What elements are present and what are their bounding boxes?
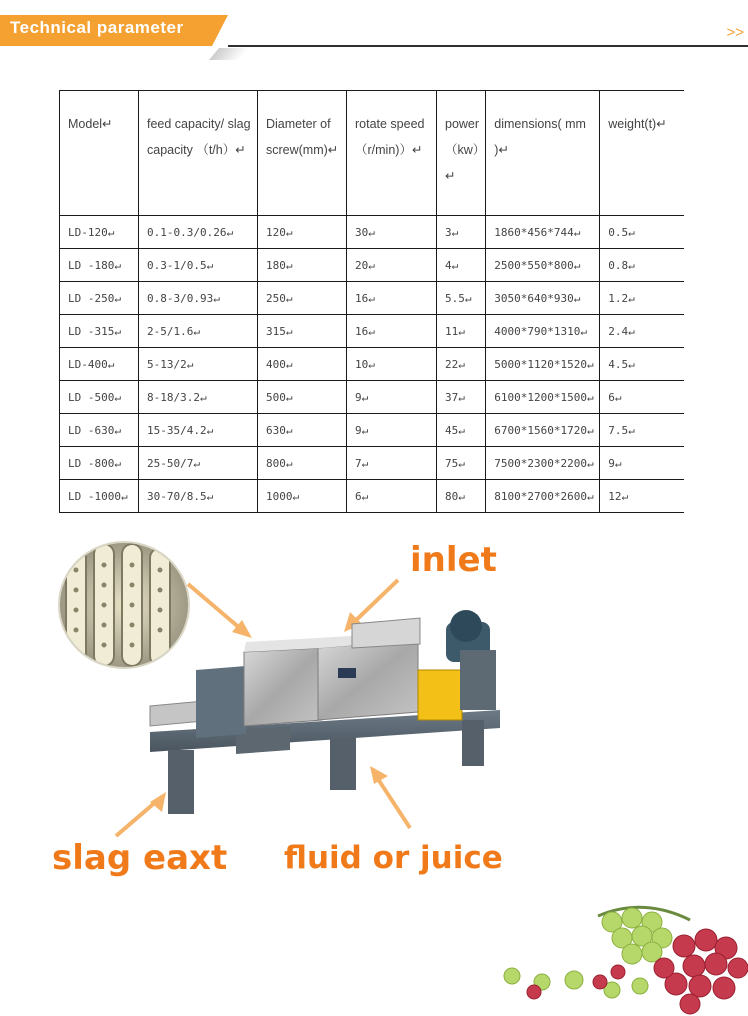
table-cell: LD-120↵: [60, 216, 139, 249]
table-cell: 37↵: [437, 381, 486, 414]
table-row: [60, 249, 685, 282]
table-cell: 5.5↵: [437, 282, 486, 315]
table-cell: 25-50/7↵: [139, 447, 258, 480]
col-rotate-speed: rotate speed （r/min)）↵: [347, 91, 437, 216]
table-row: [60, 381, 685, 414]
table-cell: 3↵: [437, 216, 486, 249]
machine-illustration: [0, 520, 748, 1016]
table-cell: 1000↵: [258, 480, 347, 513]
screw-closeup: [58, 540, 192, 670]
slag-exit-label: slag eaxt: [52, 838, 228, 878]
table-cell: 0.8-3/0.93↵: [139, 282, 258, 315]
table-cell: 315↵: [258, 315, 347, 348]
inlet-label: inlet: [410, 540, 497, 580]
table-cell: 7500*2300*2200↵: [486, 447, 600, 480]
table-cell: 2500*550*800↵: [486, 249, 600, 282]
table-cell: 15-35/4.2↵: [139, 414, 258, 447]
table-row: [60, 414, 685, 447]
table-row: [60, 315, 685, 348]
table-cell: 9↵: [600, 447, 684, 480]
table-row: [60, 480, 685, 513]
col-power: power （kw）↵: [437, 91, 486, 216]
table-cell: LD -315↵: [60, 315, 139, 348]
table-cell: 2.4↵: [600, 315, 684, 348]
table-cell: 16↵: [347, 315, 437, 348]
more-link[interactable]: >>: [726, 24, 744, 41]
table-cell: 2-5/1.6↵: [139, 315, 258, 348]
table-row: [60, 216, 685, 249]
table-cell: 9↵: [347, 381, 437, 414]
table-cell: 9↵: [347, 414, 437, 447]
table-cell: 6100*1200*1500↵: [486, 381, 600, 414]
table-cell: 4000*790*1310↵: [486, 315, 600, 348]
technical-parameter-table: [59, 90, 684, 513]
table-cell: 30↵: [347, 216, 437, 249]
col-weight: weight(t)↵: [600, 91, 684, 216]
table-cell: 7↵: [347, 447, 437, 480]
table-cell: LD-400↵: [60, 348, 139, 381]
table-cell: 6↵: [347, 480, 437, 513]
table-cell: 5000*1120*1520↵: [486, 348, 600, 381]
table-cell: 120↵: [258, 216, 347, 249]
table-cell: 7.5↵: [600, 414, 684, 447]
table-cell: 250↵: [258, 282, 347, 315]
machine-diagram: [0, 520, 748, 1016]
col-model: Model↵: [60, 91, 139, 216]
table-cell: 0.8↵: [600, 249, 684, 282]
juice-outlet-label: fluid or juice: [284, 840, 503, 876]
header-tab-shadow: [209, 48, 249, 60]
table-cell: LD -250↵: [60, 282, 139, 315]
table-cell: 0.1-0.3/0.26↵: [139, 216, 258, 249]
header-divider: [228, 45, 748, 47]
table-cell: 630↵: [258, 414, 347, 447]
table-cell: 3050*640*930↵: [486, 282, 600, 315]
table-cell: 30-70/8.5↵: [139, 480, 258, 513]
table-row: [60, 447, 685, 480]
table-cell: LD -630↵: [60, 414, 139, 447]
table-cell: LD -180↵: [60, 249, 139, 282]
section-title: Technical parameter: [10, 18, 184, 37]
table-cell: 6↵: [600, 381, 684, 414]
table-cell: 1860*456*744↵: [486, 216, 600, 249]
table-cell: 80↵: [437, 480, 486, 513]
table-header-row: [60, 91, 685, 216]
table-row: [60, 348, 685, 381]
table-cell: 1.2↵: [600, 282, 684, 315]
table-cell: 12↵: [600, 480, 684, 513]
table-cell: LD -1000↵: [60, 480, 139, 513]
table-cell: 0.5↵: [600, 216, 684, 249]
table-cell: 8-18/3.2↵: [139, 381, 258, 414]
table-cell: 0.3-1/0.5↵: [139, 249, 258, 282]
screw-press-machine: [150, 610, 500, 814]
col-diameter: Diameter of screw(mm)↵: [258, 91, 347, 216]
table-cell: 180↵: [258, 249, 347, 282]
table-cell: 75↵: [437, 447, 486, 480]
col-dimensions: dimensions( mm )↵: [486, 91, 600, 216]
table-cell: 4↵: [437, 249, 486, 282]
table-cell: 22↵: [437, 348, 486, 381]
table-row: [60, 282, 685, 315]
table-cell: 45↵: [437, 414, 486, 447]
col-capacity: feed capacity/ slag capacity （t/h）↵: [139, 91, 258, 216]
table-cell: 11↵: [437, 315, 486, 348]
table-cell: 500↵: [258, 381, 347, 414]
table-cell: LD -500↵: [60, 381, 139, 414]
table-cell: 800↵: [258, 447, 347, 480]
table-cell: 4.5↵: [600, 348, 684, 381]
table-cell: 400↵: [258, 348, 347, 381]
table-cell: 8100*2700*2600↵: [486, 480, 600, 513]
table-cell: 10↵: [347, 348, 437, 381]
table-cell: LD -800↵: [60, 447, 139, 480]
grapes-decoration: [504, 907, 748, 1014]
table-cell: 6700*1560*1720↵: [486, 414, 600, 447]
table-cell: 20↵: [347, 249, 437, 282]
table-cell: 5-13/2↵: [139, 348, 258, 381]
table-cell: 16↵: [347, 282, 437, 315]
section-header: [0, 15, 748, 47]
